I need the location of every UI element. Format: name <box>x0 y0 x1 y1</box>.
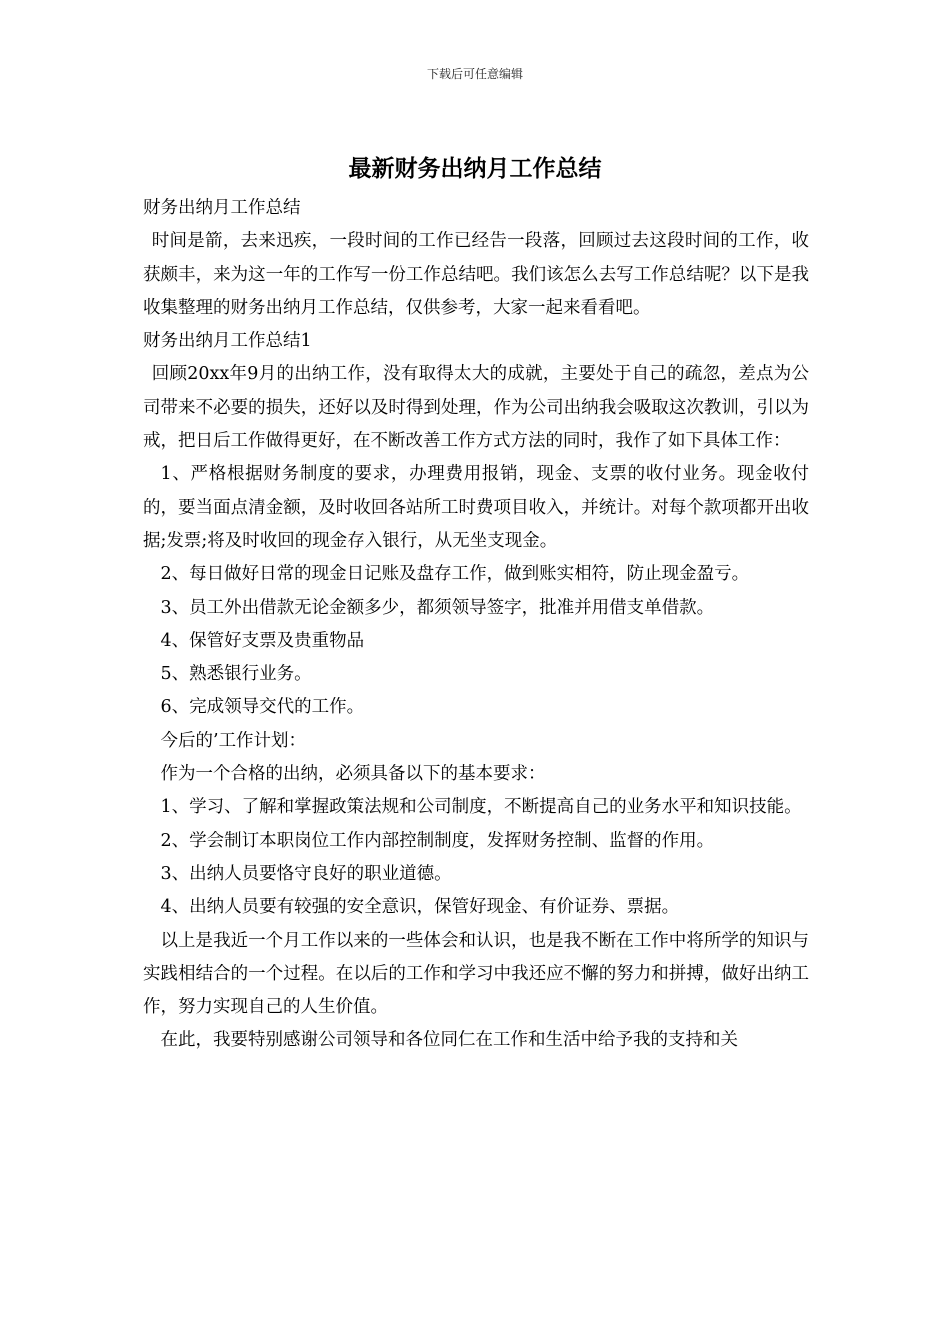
list-item: 2、学会制订本职岗位工作内部控制制度，发挥财务控制、监督的作用。 <box>160 830 715 851</box>
paragraph: 财务出纳月工作总结 <box>143 198 301 218</box>
list-item: 1、严格根据财务制度的要求，办理费用报销，现金、支票的收付业务。现金收付的，要当面点清金额，及时收回各站所工时费项目收入，并统计。对每个款项都开出收据;发票;将及时收回的现金存入银行，从无坐支现金。 <box>143 464 809 551</box>
document-title: 最新财务出纳月工作总结 <box>348 155 602 182</box>
list-item: 4、保管好支票及贵重物品 <box>160 630 365 651</box>
paragraph: 财务出纳月工作总结1 <box>143 331 312 352</box>
list-item: 3、出纳人员要恪守良好的职业道德。 <box>160 863 452 884</box>
paragraph: 时间是箭，去来迅疾，一段时间的工作已经告一段落，回顾过去这段时间的工作，收获颇丰，来为这一年的工作写一份工作总结吧。我们该怎么去写工作总结呢？以下是我收集整理的财务出纳月工作总结，仅供参考，大家一起来看看吧。 <box>143 231 809 318</box>
list-item: 6、完成领导交代的工作。 <box>160 697 365 718</box>
list-item: 5、熟悉银行业务。 <box>160 664 312 685</box>
paragraph: 今后的’工作计划： <box>160 730 307 751</box>
document-body <box>143 192 809 1058</box>
paragraph: 在此，我要特别感谢公司领导和各位同仁在工作和生活中给予我的支持和关 <box>160 1030 738 1051</box>
paragraph: 以上是我近一个月工作以来的一些体会和认识，也是我不断在工作中将所学的知识与实践相结合的一个过程。在以后的工作和学习中我还应不懈的努力和拼搏，做好出纳工作，努力实现自己的人生价值。 <box>143 930 809 1018</box>
list-item: 1、学习、了解和掌握政策法规和公司制度，不断提高自己的业务水平和知识技能。 <box>160 797 802 818</box>
paragraph: 回顾20xx年9月的出纳工作，没有取得太大的成就，主要处于自己的疏忽，差点为公司带来不必要的损失，还好以及时得到处理，作为公司出纳我会吸取这次教训，引以为戒，把日后工作做得更好，在不断改善工作方式方法的同时，我作了如下具体工作： <box>143 364 809 452</box>
list-item: 4、出纳人员要有较强的安全意识，保管好现金、有价证券、票据。 <box>160 897 680 918</box>
list-item: 2、每日做好日常的现金日记账及盘存工作，做到账实相符，防止现金盈亏。 <box>160 564 750 585</box>
paragraph: 作为一个合格的出纳，必须具备以下的基本要求： <box>160 764 546 785</box>
page-header-note: 下载后可任意编辑 <box>426 67 523 81</box>
list-item: 3、员工外出借款无论金额多少，都须领导签字，批准并用借支单借款。 <box>160 597 715 618</box>
